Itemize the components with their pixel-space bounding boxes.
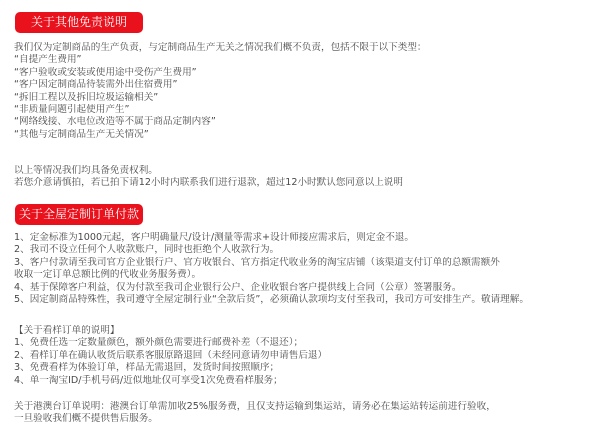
text-line: “客户因定制商品待装需外出住宿费用” — [14, 79, 178, 91]
text-line: 若您介意请慎拍，若已拍下请12小时内联系我们进行退款，超过12小时默认您同意以上说明 — [14, 177, 403, 189]
text-line: 1、定金标准为1000元起，客户明确量尺/设计/测量等需求+设计师接应需求后，则定金不退。 — [14, 232, 414, 243]
text-line: 3、客户付款请至我司官方企业银行户、官方收银台、官方指定代收业务的淘宝店铺（该渠道支付订单的总额需额外 — [14, 256, 500, 268]
text-line: 2、我司不设立任何个人收款账户，同时也拒绝个人收款行为。 — [14, 244, 280, 256]
text-line: 4、单一淘宝ID/手机号码/近似地址仅可享受1次免费看样服务； — [14, 374, 283, 386]
text-line: 【关于看样订单的说明】 — [14, 325, 120, 336]
sample-order-text — [14, 325, 589, 387]
text-line: 3、免费看样为体验订单，样品无需退回，发货时间按照顺序； — [14, 362, 280, 374]
text-line: “拆旧工程以及拆旧垃圾运输相关” — [14, 91, 159, 103]
text-line: 关于港澳台订单说明：港澳台订单需加收25%服务费，且仅支持运输到集运站，请务必在集运站转运前进行验收， — [14, 401, 496, 412]
section-title-disclaimer: 关于其他免责说明 — [15, 12, 143, 33]
disclaimer-text — [14, 42, 589, 141]
text-line: “其他与定制商品生产无关情况” — [14, 128, 149, 140]
text-line: 5、因定制商品特殊性，我司遵守全屋定制行业“全款后货”，必须确认款项均支付至我司，我司方可安排生产。敬请理解。 — [14, 293, 529, 305]
text-line: “客户验收或安装或使用途中受伤产生费用” — [14, 66, 197, 78]
payment-text — [14, 232, 589, 306]
disclaimer-footer — [14, 165, 589, 190]
text-line: 4、基于保障客户利益，仅为付款至我司企业银行公户、企业收银台客户提供线上合同（公章）签署服务。 — [14, 281, 462, 293]
text-line: 一旦验收我们概不提供售后服务。 — [14, 413, 158, 425]
text-line: “自提产生费用” — [14, 54, 82, 66]
text-line: 2、看样订单在确认收货后联系客服原路退回（未经同意请勿申请售后退） — [14, 349, 328, 361]
text-line: “非质量问题引起使用产生” — [14, 103, 130, 115]
hk-macau-taiwan-text — [14, 401, 589, 426]
section-title-payment: 关于全屋定制订单付款 — [15, 204, 143, 225]
text-line: 收取一定订单总额比例的代收业务服务费）。 — [14, 269, 202, 281]
text-line: 1、免费任选一定数量颜色，额外颜色需要进行邮费补差（不退还）； — [14, 337, 304, 349]
text-line: “网络线接、水电位改造等不属于商品定制内容” — [14, 116, 216, 128]
text-line: 以上等情况我们均具备免责权利。 — [14, 165, 158, 176]
text-line: 我们仅为定制商品的生产负责，与定制商品生产无关之情况我们概不负责，包括不限于以下类型： — [14, 42, 427, 53]
